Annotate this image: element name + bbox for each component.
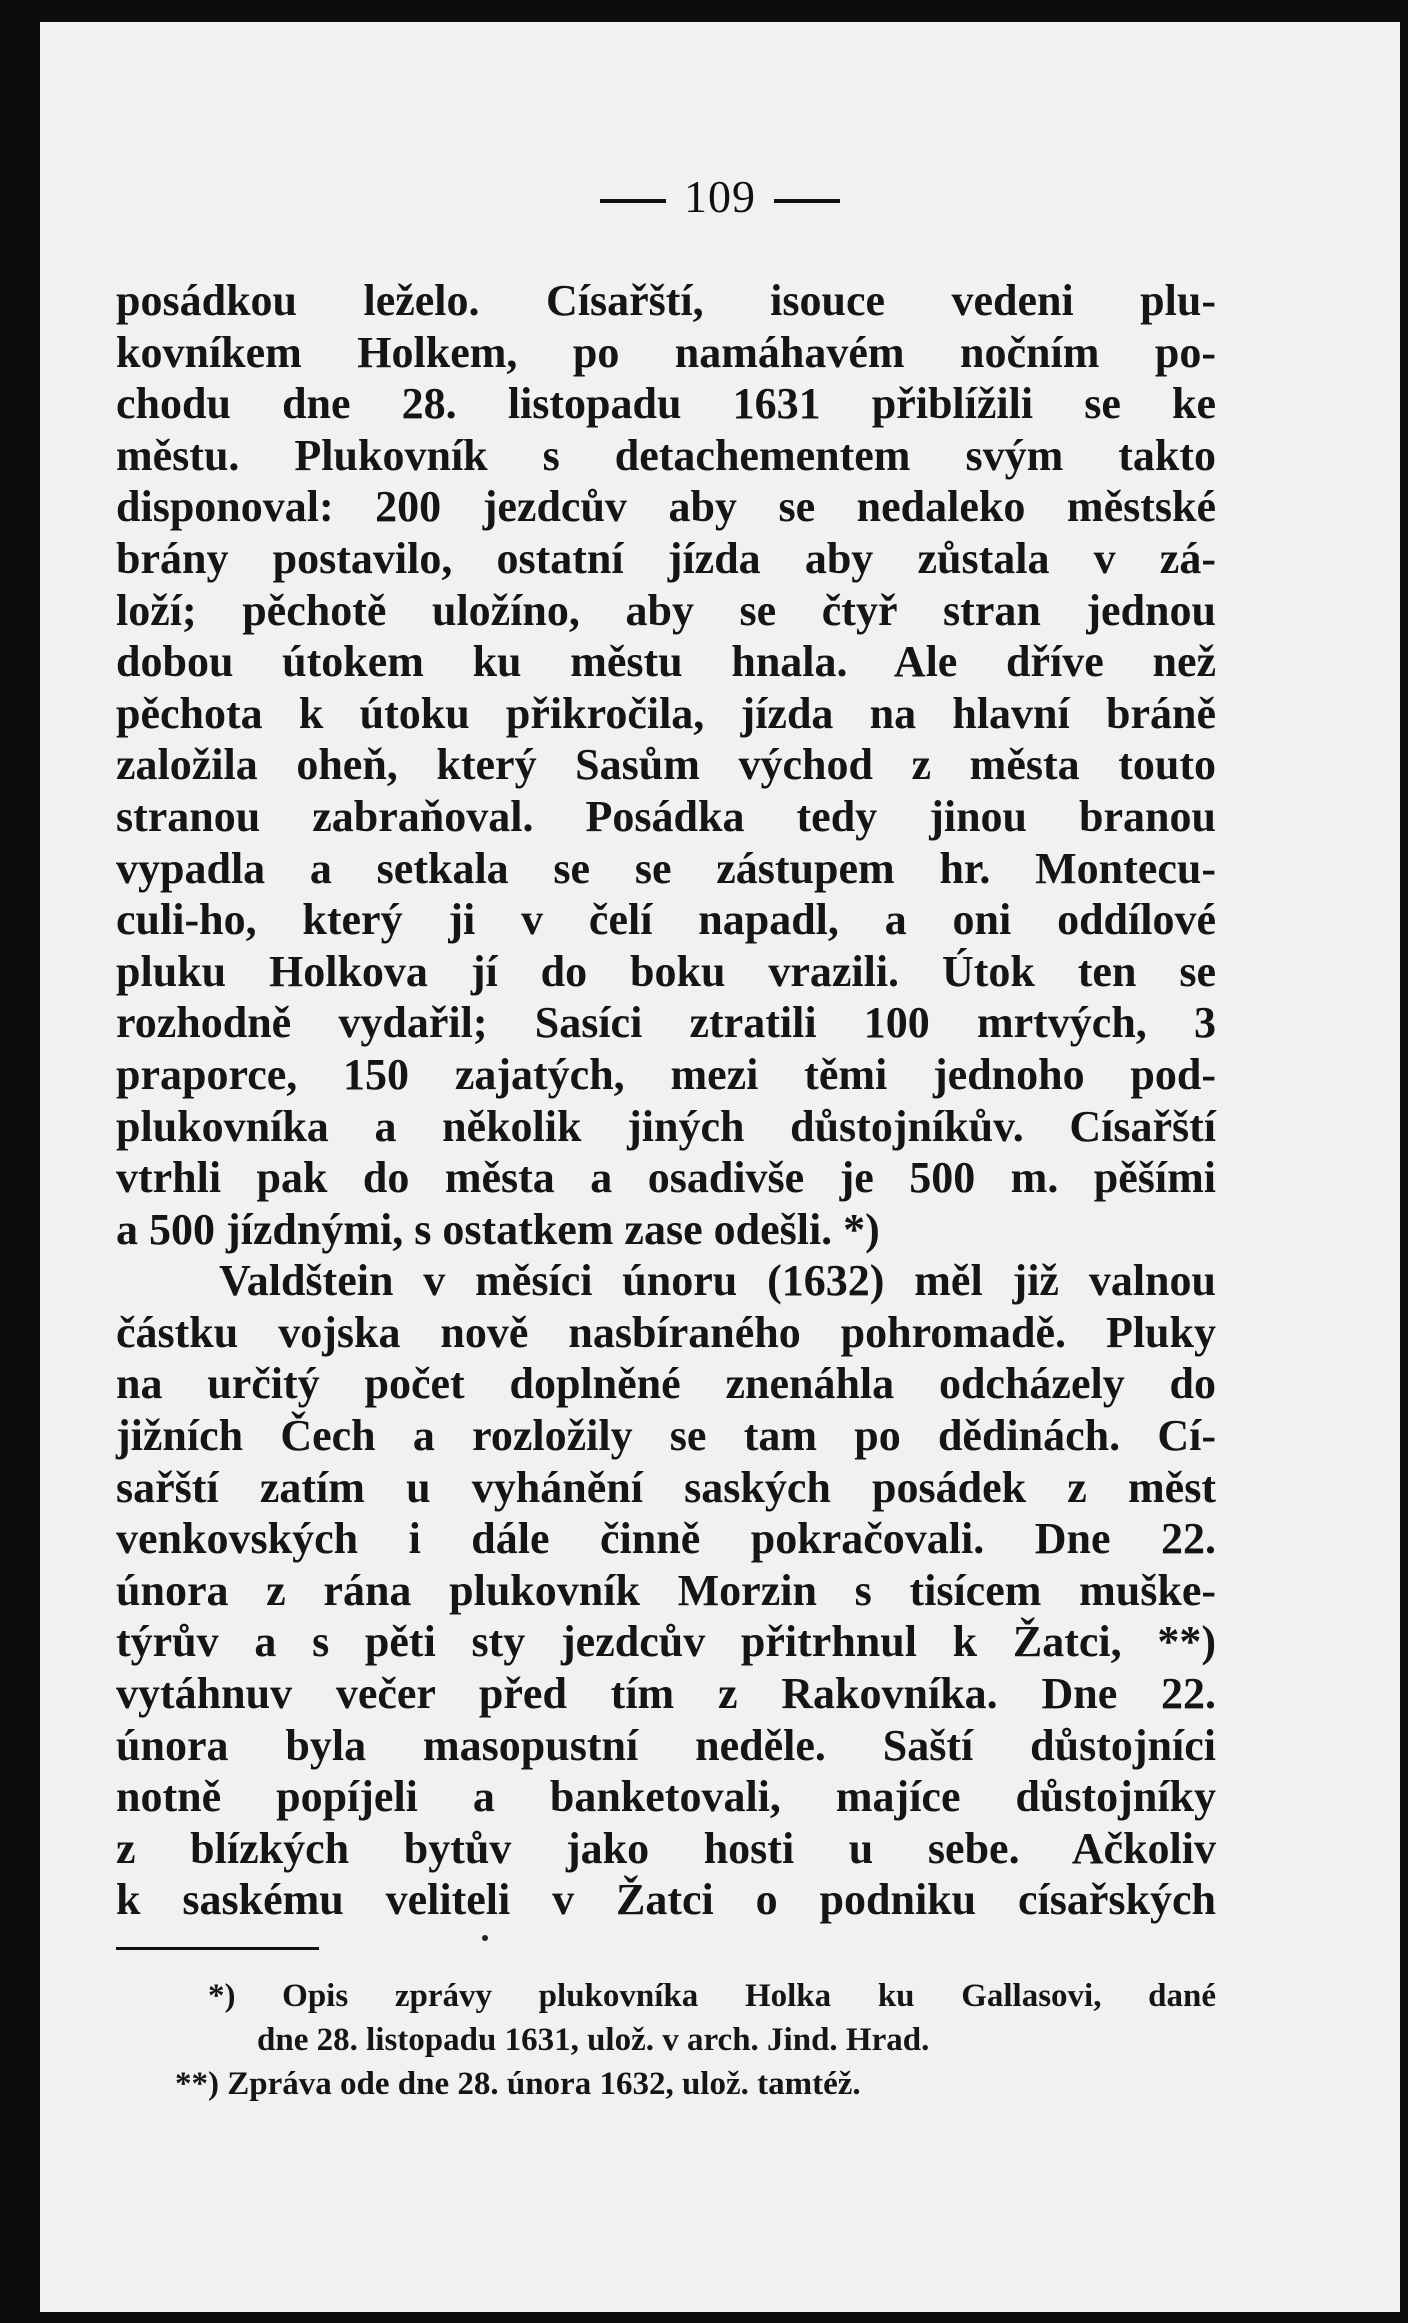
text-line: týrův a s pěti sty jezdcův přitrhnul k Žatci, **) xyxy=(116,1617,1216,1667)
text-line: sařští zatím u vyhánění saských posádek z měst xyxy=(116,1462,1216,1512)
text-line: městu. Plukovník s detachementem svým takto xyxy=(116,430,1216,480)
header-dash-right xyxy=(774,199,840,203)
page-number: 109 xyxy=(684,171,756,222)
footnote-rule xyxy=(116,1947,319,1950)
text-line: na určitý počet doplněné znenáhla odcházely do xyxy=(116,1359,1216,1409)
text-line: posádkou leželo. Císařští, isouce vedeni plu- xyxy=(116,276,1216,325)
text-line: brány postavilo, ostatní jízda aby zůstala v zá- xyxy=(116,533,1216,583)
paragraph-start-line: Valdštein v měsíci únoru (1632) měl již valnou xyxy=(219,1256,1216,1306)
text-line: vtrhli pak do města a osadivše je 500 m. pěšími xyxy=(116,1153,1216,1203)
text-line: vytáhnuv večer před tím z Rakovníka. Dne 22. xyxy=(116,1669,1216,1719)
text-line: disponoval: 200 jezdcův aby se nedaleko městské xyxy=(116,482,1216,532)
main-text xyxy=(116,275,1216,1926)
text-line: dobou útokem ku městu hnala. Ale dříve než xyxy=(116,637,1216,687)
text-line: culi-ho, který ji v čelí napadl, a oni oddílové xyxy=(116,895,1216,945)
text-line: kovníkem Holkem, po namáhavém nočním po- xyxy=(116,327,1216,377)
text-line: venkovských i dále činně pokračovali. Dne 22. xyxy=(116,1514,1216,1564)
footnote-1-continuation: dne 28. listopadu 1631, ulož. v arch. Jind. Hrad. xyxy=(257,2022,930,2058)
text-line: února z rána plukovník Morzin s tisícem muške- xyxy=(116,1565,1216,1615)
header-dash-left xyxy=(600,199,666,203)
text-line: částku vojska nově nasbíraného pohromadě. Pluky xyxy=(116,1307,1216,1357)
text-line: rozhodně vydařil; Sasíci ztratili 100 mrtvých, 3 xyxy=(116,998,1216,1048)
page-header xyxy=(40,170,1400,223)
text-line: plukovníka a několik jiných důstojníkův. Císařští xyxy=(116,1101,1216,1151)
text-line: chodu dne 28. listopadu 1631 přiblížili se ke xyxy=(116,379,1216,429)
footnote-2: **) Zpráva ode dne 28. února 1632, ulož. tamtéž. xyxy=(175,2066,861,2102)
text-line: loží; pěchotě uložíno, aby se čtyř stran jednou xyxy=(116,585,1216,635)
text-line: založila oheň, který Sasům východ z města touto xyxy=(116,740,1216,790)
text-line: notně popíjeli a banketovali, majíce důstojníky xyxy=(116,1772,1216,1822)
text-line: k saskému veliteli v Žatci o podniku císařských xyxy=(116,1875,1216,1925)
text-line: pluku Holkova jí do boku vrazili. Útok ten se xyxy=(116,946,1216,996)
footnote-1: *) Opis zprávy plukovníka Holka ku Gallasovi, dané xyxy=(208,1978,1216,2014)
text-line: pěchota k útoku přikročila, jízda na hlavní bráně xyxy=(116,688,1216,738)
print-speck xyxy=(482,1935,488,1941)
text-line: jižních Čech a rozložily se tam po dědinách. Cí- xyxy=(116,1411,1216,1461)
text-line: a 500 jízdnými, s ostatkem zase odešli. *) xyxy=(116,1204,880,1254)
text-line: stranou zabraňoval. Posádka tedy jinou branou xyxy=(116,791,1216,841)
text-line: vypadla a setkala se se zástupem hr. Montecu- xyxy=(116,843,1216,893)
text-line: z blízkých bytův jako hosti u sebe. Ačkoliv xyxy=(116,1823,1216,1873)
text-line: praporce, 150 zajatých, mezi těmi jednoho pod- xyxy=(116,1049,1216,1099)
footnotes xyxy=(116,1974,1216,2106)
text-line: února byla masopustní neděle. Saští důstojníci xyxy=(116,1720,1216,1770)
